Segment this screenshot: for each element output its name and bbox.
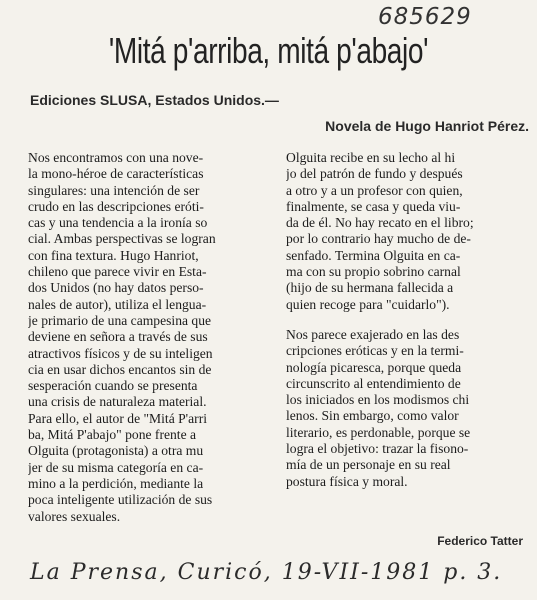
text-line: jo del patrón de fundo y después bbox=[286, 166, 463, 182]
text-line: Nos encontramos con una nove- bbox=[28, 150, 204, 165]
text-line: senfado. Termina Olguita en ca- bbox=[286, 247, 461, 263]
text-line: sesperación cuando se presenta bbox=[28, 378, 198, 394]
text-line: cial. Ambas perspectivas se logran bbox=[28, 231, 216, 247]
right-paragraph-1 bbox=[286, 150, 531, 313]
text-line: por lo contrario hay mucho de de- bbox=[286, 231, 471, 247]
text-line: con fina textura. Hugo Hanriot, bbox=[28, 247, 199, 263]
text-line: Nos parece exajerado en las des bbox=[286, 326, 460, 342]
handwritten-source-note: La Prensa, Curicó, 19-VII-1981 p. 3. bbox=[30, 560, 503, 585]
text-line: lenos. Sin embargo, como valor bbox=[286, 408, 459, 424]
text-line: valores sexuales. bbox=[28, 508, 121, 524]
text-line: cas y una tendencia a la ironía so bbox=[28, 215, 208, 231]
text-line: cia en usar dichos encantos sin de bbox=[28, 361, 212, 377]
text-line: ba, Mitá P'abajo" pone frente a bbox=[28, 427, 197, 443]
text-line: una crisis de naturaleza material. bbox=[28, 394, 207, 410]
article-signature: Federico Tatter bbox=[437, 534, 523, 548]
text-line: singulares: una intención de ser bbox=[28, 182, 200, 198]
text-line: atractivos físicos y de su inteligen bbox=[28, 345, 213, 361]
text-line: mía de un personaje en su real bbox=[286, 457, 451, 473]
text-line: la mono-héroe de características bbox=[28, 166, 204, 182]
text-line: nología picaresca, porque queda bbox=[286, 359, 462, 375]
text-line: a otro y a un profesor con quien, bbox=[286, 182, 463, 198]
text-line: ma con su propio sobrino carnal bbox=[286, 264, 461, 280]
text-line: Para ello, el autor de "Mitá P'arri bbox=[28, 410, 207, 426]
text-line: Olguita recibe en su lecho al hi bbox=[286, 150, 456, 165]
text-line: cripciones eróticas y en la termi- bbox=[286, 343, 464, 359]
text-line: literario, es perdonable, porque se bbox=[286, 424, 471, 440]
right-column bbox=[286, 150, 531, 490]
publisher-line: Ediciones SLUSA, Estados Unidos.— bbox=[30, 92, 279, 108]
text-line: Olguita (protagonista) a otra mu bbox=[28, 443, 204, 459]
text-line: dos Unidos (no hay datos perso- bbox=[28, 280, 204, 296]
handwritten-catalog-number: 685629 bbox=[378, 4, 472, 30]
text-line: (hijo de su hermana fallecida a bbox=[286, 280, 454, 296]
text-line: jer de su misma categoría en ca- bbox=[28, 459, 204, 475]
text-line: circunscrito al entendimiento de bbox=[286, 375, 461, 391]
right-paragraph-2 bbox=[286, 327, 531, 490]
text-line: quien recoge para "cuidarlo"). bbox=[286, 296, 450, 312]
text-line: je primario de una campesina que bbox=[28, 312, 212, 328]
text-line: finalmente, se casa y queda viu- bbox=[286, 198, 461, 214]
text-line: da de él. No hay recato en el libro; bbox=[286, 215, 474, 231]
text-line: mino a la perdición, mediante la bbox=[28, 475, 204, 491]
article-headline: 'Mitá p'arriba, mitá p'abajo' bbox=[108, 30, 429, 71]
text-line: poca inteligente utilización de sus bbox=[28, 492, 213, 508]
text-line: crudo en las descripciones eróti- bbox=[28, 198, 204, 214]
text-line: los iniciados en los modismos chi bbox=[286, 392, 470, 408]
text-line: deviene en señora a través de sus bbox=[28, 329, 208, 345]
text-line: logra el objetivo: trazar la fisono- bbox=[286, 441, 469, 457]
text-line: postura física y moral. bbox=[286, 473, 408, 489]
text-line: chileno que parece vivir en Esta- bbox=[28, 264, 207, 280]
text-line: nales de autor), utiliza el lengua- bbox=[28, 296, 207, 312]
author-line: Novela de Hugo Hanriot Pérez. bbox=[325, 118, 529, 134]
left-column bbox=[28, 150, 268, 525]
